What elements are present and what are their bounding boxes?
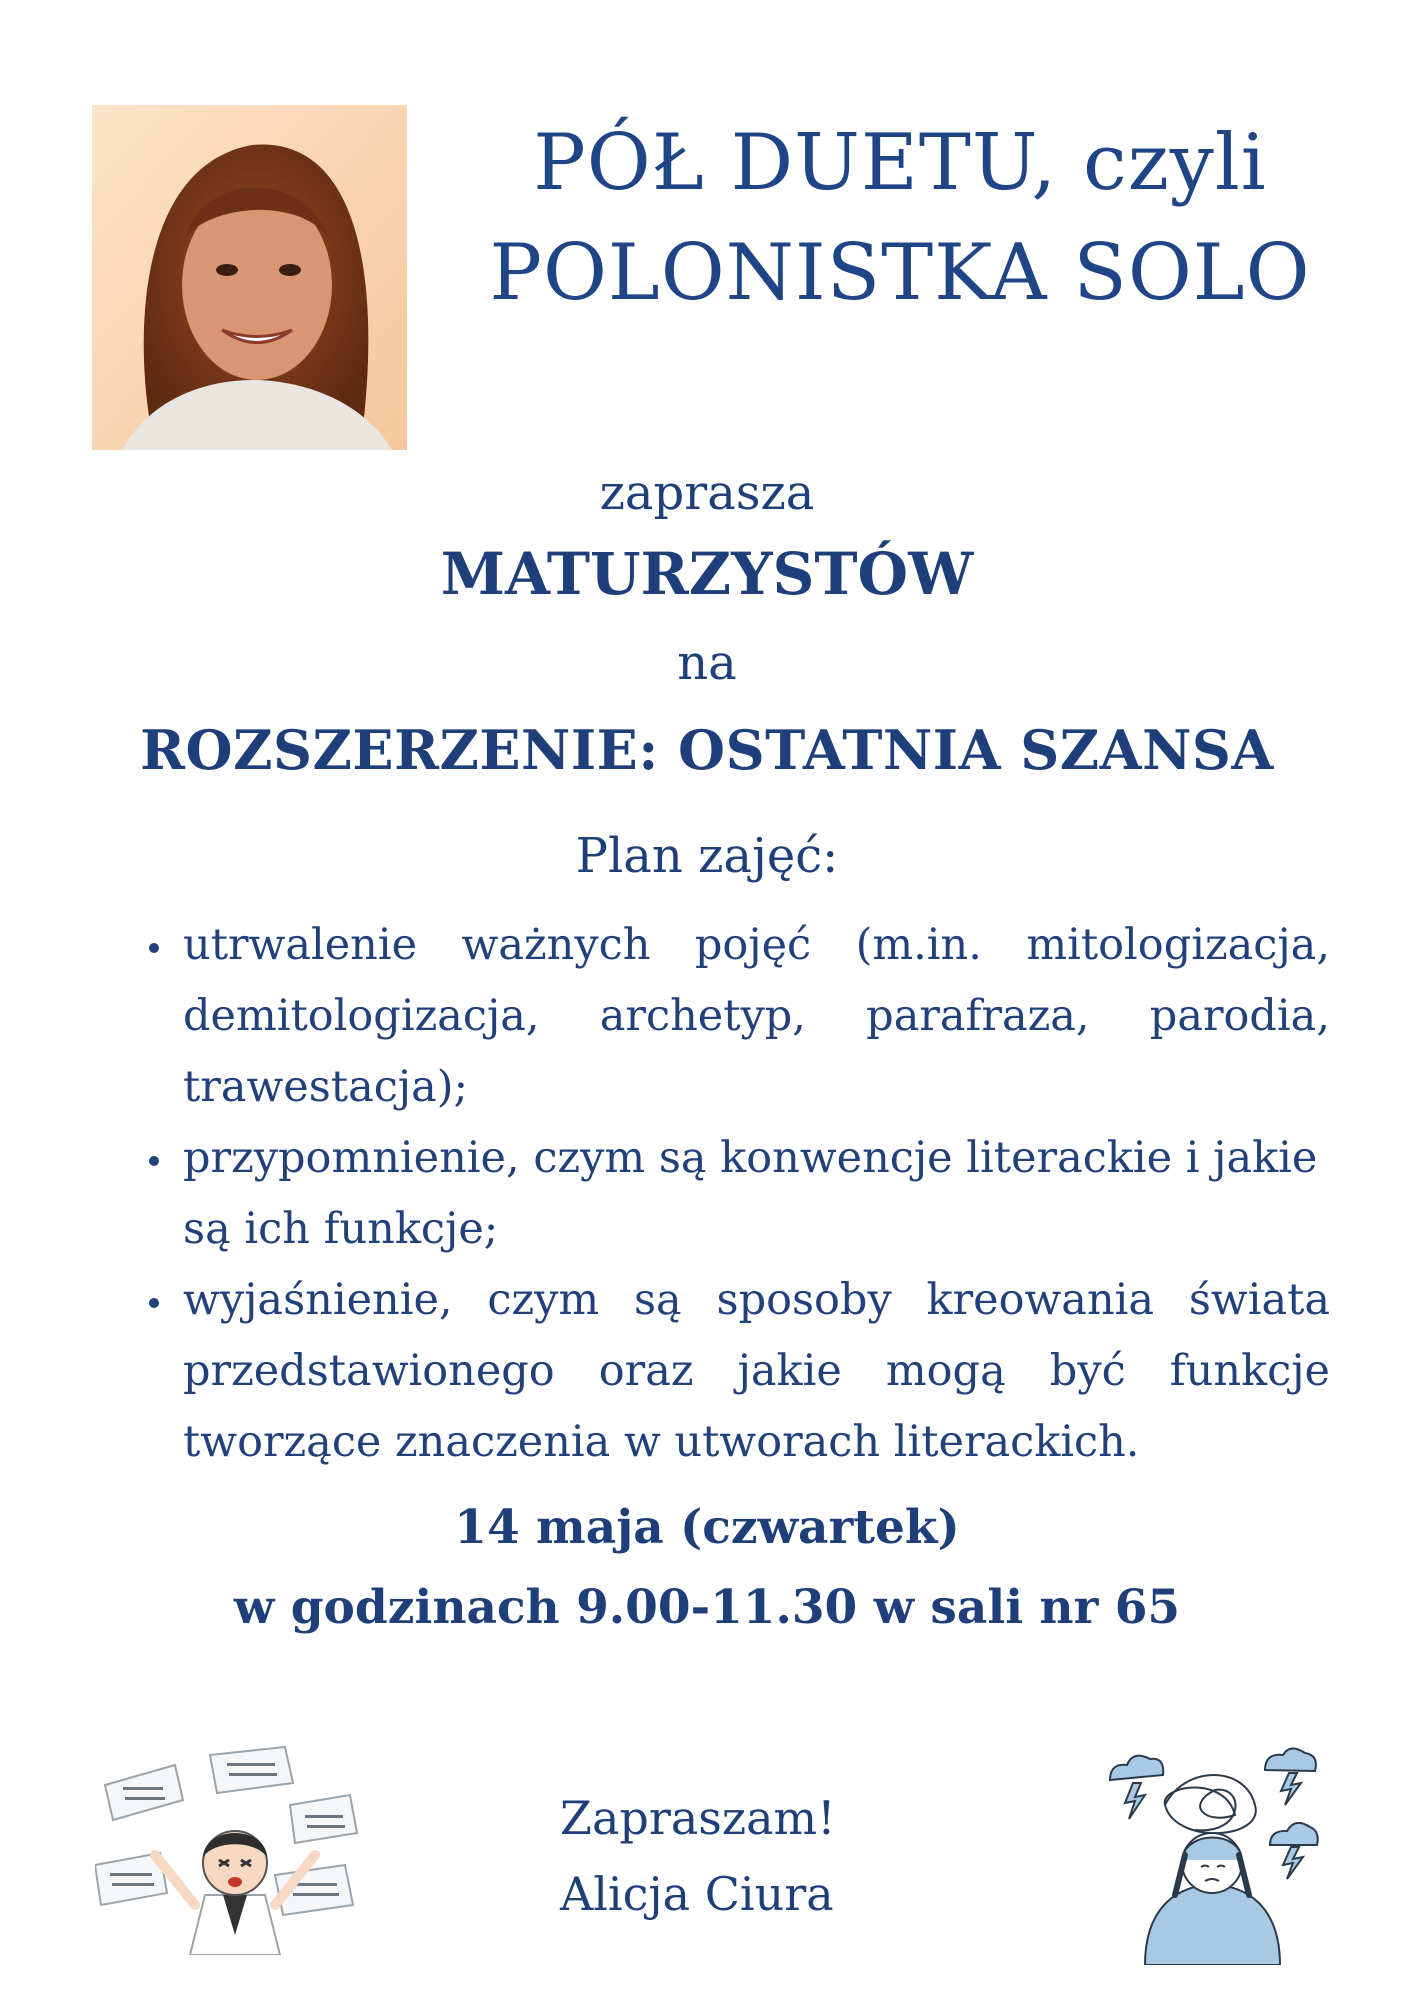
invite-audience: MATURZYSTÓW (440, 540, 974, 608)
invite-preposition: na (677, 635, 737, 691)
title-line-2: POLONISTKA SOLO (489, 228, 1311, 318)
closing-block (560, 1780, 836, 1932)
plan-list (145, 910, 1330, 1478)
plan-item: przypomnienie, czym są konwencje literackie i jakie są ich funkcje; (145, 1123, 1330, 1265)
event-name: ROZSZERZENIE: OSTATNIA SZANSA (140, 718, 1274, 782)
closing-greeting: Zapraszam! (560, 1791, 836, 1845)
title-line-1: PÓŁ DUETU, czyli (533, 118, 1267, 208)
poster-title (400, 108, 1400, 328)
schedule-date: 14 maja (czwartek) (454, 1500, 960, 1555)
stressed-student-papers-illustration (95, 1745, 370, 1955)
plan-item: wyjaśnienie, czym są sposoby kreowania świata przedstawionego oraz jakie mogą być funkcje tworzące znaczenia w utworach literackich. (145, 1265, 1330, 1478)
teacher-portrait-photo (92, 105, 407, 450)
invite-verb (0, 465, 1414, 521)
plan-heading: Plan zajęć: (575, 828, 839, 884)
schedule-time-place: w godzinach 9.00-11.30 w sali nr 65 (233, 1580, 1181, 1635)
anxious-person-storm-illustration (1105, 1745, 1320, 1965)
invite-verb-text: zaprasza (599, 465, 815, 521)
plan-item: utrwalenie ważnych pojęć (m.in. mitologizacja, demitologizacja, archetyp, parafraza, parodia, trawestacja); (145, 910, 1330, 1123)
closing-author: Alicja Ciura (560, 1867, 834, 1921)
